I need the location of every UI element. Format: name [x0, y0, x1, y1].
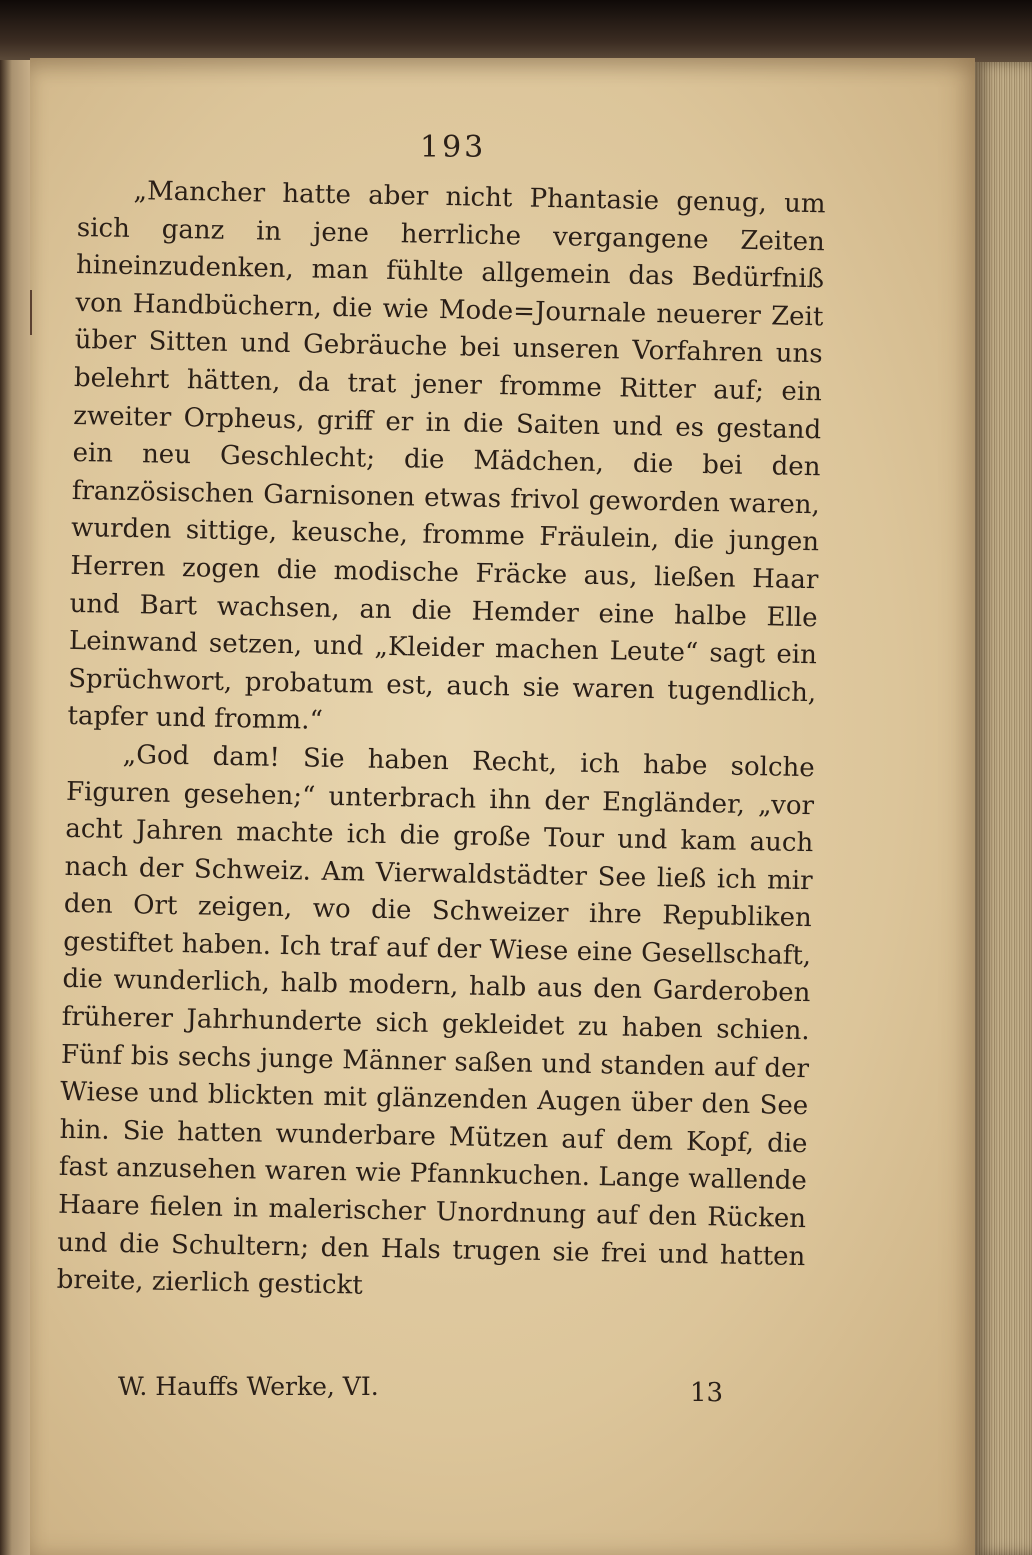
- page-stack-edges: [975, 62, 1032, 1555]
- facing-page-edge: [0, 60, 34, 1555]
- footer-sheet-number: 13: [690, 1378, 724, 1408]
- body-text: [56, 172, 826, 1314]
- paragraph: „Mancher hatte aber nicht Phantasie genug, um sich ganz in jene herrliche vergangene Zeiten hineinzudenken, man fühlte allgemein das Bedürfniß von Handbüchern, die wie Mode=Journale neuerer Zeit über Sitten und Gebräuche bei unseren Vorfahren uns belehrt hätten, da trat jener fromme Ritter auf; ein zweiter Orpheus, griff er in die Saiten und es gestand ein neu Geschlecht; die Mädchen, die bei den französischen Garnisonen etwas frivol geworden waren, wurden sittige, keusche, fromme Fräulein, die jungen Herren zogen die modische Fräcke aus, ließen Haar und Bart wachsen, an die Hemder eine halbe Elle Leinwand setzen, und „Kleider machen Leute“ sagt ein Sprüchwort, probatum est, auch sie waren tugendlich, tapfer und fromm.“: [67, 176, 826, 737]
- paragraph: „God dam! Sie haben Recht, ich habe solche Figuren gesehen;“ unterbrach ihn der Engländer, „vor acht Jahren machte ich die große Tour und kam auch nach der Schweiz. Am Vierwaldstädter See ließ ich mir den Ort zeigen, wo die Schweizer ihre Republiken gestiftet haben. Ich traf auf der Wiese eine Gesellschaft, die wunderlich, halb modern, halb aus den Garderoben früherer Jahrhunderte sich gekleidet zu haben schien. Fünf bis sechs junge Männer saßen und standen auf der Wiese und blickten mit glänzenden Augen über den See hin. Sie hatten wunderbare Mützen auf dem Kopf, die fast anzusehen waren wie Pfannkuchen. Lange wallende Haare fielen in malerischer Unordnung auf den Rücken und die Schultern; den Hals trugen sie frei und hatten breite, zierlich gestickt: [56, 739, 815, 1301]
- page-number: 193: [420, 130, 487, 165]
- footer-signature: W. Hauffs Werke, VI.: [118, 1372, 379, 1401]
- binding-mark: [30, 290, 32, 335]
